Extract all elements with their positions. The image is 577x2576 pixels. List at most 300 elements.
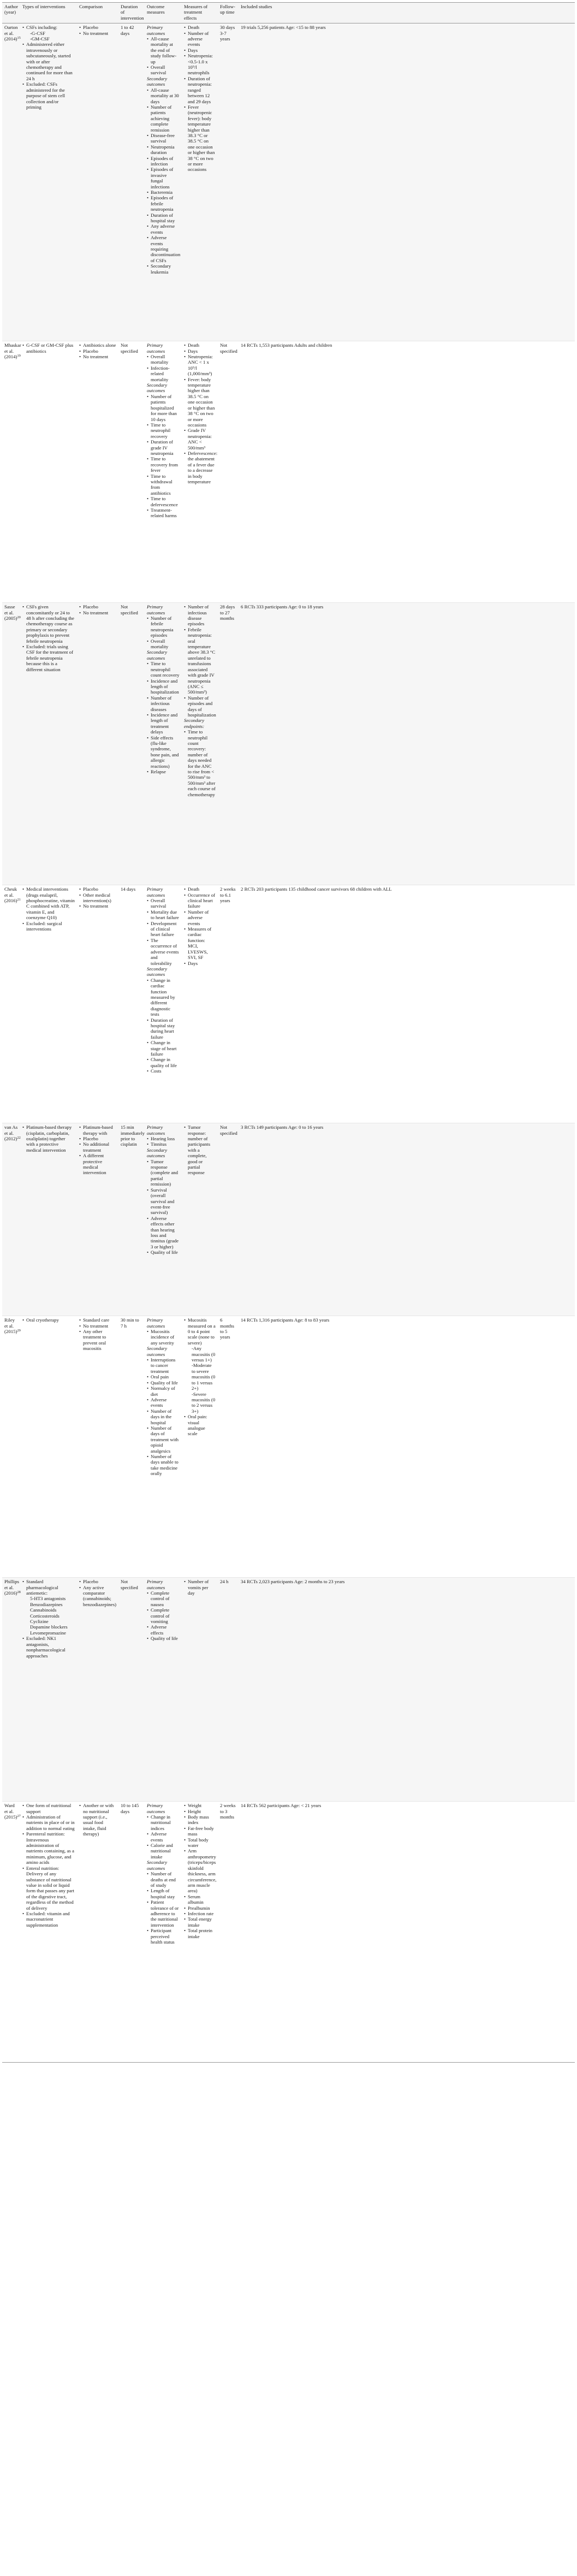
list-item: • Measures of cardiac function: MCI, LVESWS, SVI, SF (184, 926, 216, 960)
list-item: • Quality of life (147, 1249, 180, 1255)
list-item: • Duration of neutropenia: ranged between 12 and 29 days (184, 76, 216, 104)
table-row (2, 1578, 575, 1802)
cell-outcomes (145, 1123, 182, 1316)
cell-comparison-list (79, 1124, 116, 1176)
list-item: • Duration of hospital stay (147, 212, 180, 224)
cell-studies: 19 trials 5,256 patients Age: <15 to 88 years (241, 25, 326, 31)
list-item: • Episodes of febrile neutropenia (147, 195, 180, 212)
list-item: • Antibiotics alone (79, 342, 116, 348)
list-item: • No treatment (79, 1323, 116, 1329)
cell-duration: 10 to 145 days (121, 1803, 139, 1814)
list-item: • Episodes of invasive fungal infections (147, 167, 180, 190)
outcome-group-heading: Primary outcomes (147, 1579, 165, 1590)
outcome-group-heading: Primary outcomes (147, 25, 165, 36)
list-item: • Adverse events requiring discontinuation of CSFs (147, 235, 180, 263)
table-row (2, 341, 575, 603)
list-item: • No additional treatment (79, 1141, 116, 1153)
cell-interventions-list (22, 604, 75, 672)
list-subitem: Cyclizine (30, 1619, 49, 1625)
list-item: • Fat-free body mass (184, 1826, 216, 1837)
list-item: • Height (184, 1809, 216, 1814)
cell-outcomes-list (147, 25, 180, 275)
list-item: • Duration of grade IV neutropenia (147, 439, 180, 456)
list-item: • Number of adverse events (184, 31, 216, 48)
list-item: • Number of infectious disease episodes (184, 604, 216, 627)
cell-interventions (20, 1316, 77, 1578)
list-item: • A different protective medical intervention (79, 1153, 116, 1176)
list-item: • Placebo (79, 886, 116, 892)
list-subitem: Dopamine blockers (30, 1624, 68, 1630)
cell-measures-list (184, 1803, 216, 1939)
cell-duration: 1 to 42 days (121, 25, 134, 36)
list-item: • Platinum-based therapy with (79, 1124, 116, 1136)
list-item: • Disease-free survival (147, 133, 180, 144)
cell-author (2, 1578, 20, 1802)
list-item: • Complete control of nausea (147, 1590, 180, 1607)
author-text: Riley et al. (2015) (4, 1317, 17, 1335)
cell-comparison (77, 1316, 118, 1578)
cell-interventions (20, 885, 77, 1123)
list-item: • Body mass index (184, 1814, 216, 1826)
list-item: • Participant perceived health status (147, 1928, 180, 1945)
list-item: • Standard care (79, 1317, 116, 1323)
list-item: • Time to neutrophil recovery (147, 422, 180, 439)
reference-number: 19 (17, 354, 21, 358)
cell-comparison (77, 1123, 118, 1316)
cell-interventions-list (22, 886, 75, 932)
list-item: • Time to neutrophil count recovery (147, 661, 180, 678)
cell-measures (182, 885, 218, 1123)
author-text: Mhaskar et al. (2014) (4, 342, 21, 360)
author-text: Phillips et al. (2016) (4, 1579, 19, 1596)
list-item: • Quality of life (147, 1380, 180, 1385)
list-item: • Fever: body temperature higher than 38.5 °C on one occasion or higher than 38 °C on two or more occasions (184, 377, 216, 428)
cell-measures (182, 1316, 218, 1578)
list-item: • Side effects (flu-like syndrome, bone pain, and allergic reactions) (147, 735, 180, 769)
cell-followup: 6 months to 5 years (220, 1317, 234, 1340)
list-subitem: -G-CSF (30, 30, 45, 36)
list-item: • Adverse events (147, 1397, 180, 1408)
list-subitem: Cannabinoids (30, 1607, 57, 1613)
list-item: • Survival (overall survival and event-free survival) (147, 1187, 180, 1216)
list-item: • Number of patients achieving complete remission (147, 104, 180, 133)
header-duration: Duration of intervention (118, 3, 145, 23)
cell-outcomes (145, 341, 182, 603)
cell-followup: 28 days to 27 months (220, 604, 235, 621)
outcome-group-heading: Secondary outcomes (147, 382, 168, 394)
list-item: • Interruptions to cancer treatment (147, 1357, 180, 1374)
list-item: • Mortality due to heart failure (147, 909, 180, 921)
author-text: Cheuk et al. (2016) (4, 886, 17, 904)
list-item: • The occurrence of adverse events and tolerability (147, 938, 180, 966)
list-item: • Duration of hospital stay during heart failure (147, 1017, 180, 1040)
list-item: • Number of days of treatment with opioid analgesics (147, 1425, 180, 1454)
list-item: • Mucositis measured on a 0 to 4 point scale (none to severe) (184, 1317, 216, 1346)
list-item: • Development of clinical heart failure (147, 921, 180, 938)
list-item: • Death (184, 25, 216, 30)
cell-outcomes-list (147, 1803, 180, 1945)
cell-duration: 15 min immediately prior to cisplatin (121, 1124, 145, 1147)
cell-studies: 3 RCTs 149 participants Age: 0 to 16 years (241, 1124, 324, 1130)
list-item: • Death (184, 342, 216, 348)
author-text: Oarton et al. (2014) (4, 25, 18, 42)
cell-followup: 30 days 3-7 years (220, 25, 235, 42)
outcome-group-heading: Primary outcomes (147, 1124, 165, 1136)
cell-measures (182, 1123, 218, 1316)
cell-interventions-list (22, 1124, 75, 1153)
list-item: • Mucositis incidence of any severity (147, 1329, 180, 1346)
list-item: • Excluded: surgical interventions (22, 921, 75, 932)
list-item: • Administration of nutrients in place of or in addition to normal eating (22, 1814, 75, 1831)
cell-studies: 14 RCTs 1,553 participants Adults and children (241, 342, 332, 348)
list-subitem: Corticosteroids (30, 1613, 60, 1619)
list-item: • Time to defervescence (147, 496, 180, 507)
list-item: • Serum albumin (184, 1894, 216, 1905)
table-row (2, 1123, 575, 1316)
list-item: • Treatment-related harms (147, 507, 180, 519)
list-item: • Relapse (147, 769, 180, 774)
list-item: • Adverse events (147, 1831, 180, 1843)
cell-comparison-list (79, 886, 116, 909)
cell-comparison (77, 1578, 118, 1802)
list-item: • Oral pain: visual analogue scale (184, 1414, 216, 1437)
list-item: • Tumor response (complete and partial remission) (147, 1159, 180, 1187)
cell-studies: 34 RCTs 2,023 participants Age: 2 months to 23 years (241, 1579, 345, 1585)
cell-comparison-list (79, 25, 116, 36)
list-item: • Number of episodes and days of hospitalization (184, 695, 216, 718)
list-item: • Patient tolerance of or adherence to the nutritional intervention (147, 1899, 180, 1928)
list-item: • Excluded: trials using CSF for the treatment of febrile neutropenia because this is a different situation (22, 644, 75, 672)
cell-duration: Not specified (121, 604, 138, 615)
list-item: • Time to withdrawal from antibiotics (147, 473, 180, 496)
list-item: • Quality of life (147, 1636, 180, 1641)
cell-interventions-list (22, 342, 75, 354)
list-item: • Number of days in the hospital (147, 1408, 180, 1425)
list-item: • Total energy intake (184, 1916, 216, 1928)
cell-studies: 14 RCTs 1,316 participants Age: 8 to 83 years (241, 1317, 330, 1323)
cell-interventions (20, 1123, 77, 1316)
cell-author (2, 1802, 20, 2063)
cell-studies: 14 RCTs 562 participants Age: < 21 years (241, 1803, 322, 1809)
cell-author (2, 1316, 20, 1578)
list-item: • Number of vomits per day (184, 1579, 216, 1596)
list-item: • Costs (147, 1068, 180, 1074)
list-item: • Arm anthropometry (triceps/biceps skinfold thickness, arm circumference, arm muscle area) (184, 1848, 216, 1893)
author-text: van As et al. (2012) (4, 1124, 18, 1142)
cell-measures-list (184, 25, 216, 173)
reference-number: 28 (17, 1590, 21, 1595)
list-item: • Normalcy of diet (147, 1385, 180, 1397)
list-item: • Incidence and length of hospitalization (147, 678, 180, 695)
list-item: • CSFs given concomitantly or 24 to 48 h after concluding the chemotherapy course as primary or secondary prophylaxis to prevent febrile neutropenia (22, 604, 75, 644)
list-subitem: Benzodiazepines (30, 1601, 63, 1607)
reference-number: 21 (17, 898, 21, 902)
cell-interventions (20, 1802, 77, 2063)
list-item: • Calorie and nutritional intake (147, 1843, 180, 1860)
reference-number: 20 (17, 615, 21, 620)
list-item: • Weight (184, 1803, 216, 1808)
header-comparison: Comparison (77, 3, 118, 23)
outcome-group-heading: Primary outcomes (147, 604, 165, 615)
cell-outcomes-list (147, 342, 180, 519)
cell-outcomes (145, 1578, 182, 1802)
list-item: • G-CSF or GM-CSF plus antibiotics (22, 342, 75, 354)
list-item: • Overall survival (147, 64, 180, 76)
list-item: • Platinum-based therapy (cisplatin, carboplatin, oxaliplatin) together with a protective medical intervention (22, 1124, 75, 1153)
outcome-group-heading: Primary outcomes (147, 342, 165, 354)
list-item: • Number of deaths at end of study (147, 1871, 180, 1888)
cell-outcomes (145, 885, 182, 1123)
table-body (2, 23, 575, 2063)
list-item: • Administered either intravenously or subcutaneously, started with or after chemotherapy and continued for more than 24 h (22, 42, 75, 81)
list-item: • Change in stage of heart failure (147, 1040, 180, 1057)
list-subitem: -Moderate to severe mucositis (0 to 1 versus 2+) (192, 1363, 216, 1391)
cell-measures (182, 603, 218, 885)
cell-measures-list (184, 604, 216, 797)
list-item: • Neutropenia duration (147, 144, 180, 156)
table-row (2, 1316, 575, 1578)
header-measures: Measures of treatment effects (182, 3, 218, 23)
reference-number: 27 (17, 1814, 21, 1819)
list-item: • Total protein intake (184, 1928, 216, 1939)
list-item: • All-cause mortality at the end of study follow-up (147, 36, 180, 64)
header-studies: Included studies (239, 3, 575, 23)
cell-comparison (77, 23, 118, 341)
list-subitem: -GM-CSF (30, 36, 50, 42)
included-reviews-table (2, 2, 575, 2063)
list-item: • Standard pharmacological antiemetic: (22, 1579, 75, 1596)
cell-measures-list (184, 1579, 216, 1596)
list-item: • Hearing loss (147, 1136, 180, 1141)
cell-author (2, 603, 20, 885)
list-item: • Time to neutrophil count recovery: number of days needed for the ANC to rise from < 500/mm³ to 500/mm³ after each course of chemotherapy (184, 729, 216, 797)
outcome-group-heading: Secondary outcomes (147, 1346, 168, 1357)
cell-interventions (20, 23, 77, 341)
cell-comparison-list (79, 1317, 116, 1351)
reference-number: 29 (17, 1329, 21, 1333)
reference-number: 15 (17, 36, 21, 40)
outcome-group-heading: Secondary outcomes (147, 966, 168, 978)
list-item: • Number of febrile neutropenia episodes (147, 615, 180, 638)
list-item: • Fever (neutropenic fever): body temperature higher than 38.3 °C or 38.5 °C on one occasion or higher than 38 °C on two or more occasions (184, 104, 216, 173)
list-item: • Enteral nutrition: Delivery of any substance of nutritional value in solid or liquid form that passes any part of the digestive tract, regardless of the method of delivery (22, 1866, 75, 1911)
list-item: • Adverse effects (147, 1624, 180, 1636)
cell-duration: 30 min to 7 h (121, 1317, 139, 1329)
cell-followup: Not specified (220, 342, 237, 354)
review-characteristics-sheet (2, 2, 575, 2561)
outcome-group-heading: Secondary outcomes (147, 649, 168, 661)
list-item: • All-cause mortality at 30 days (147, 87, 180, 104)
list-item: • Number of patients hospitalized for more than 10 days (147, 394, 180, 422)
list-item: • Any adverse events (147, 223, 180, 235)
cell-author (2, 341, 20, 603)
cell-duration: Not specified (121, 1579, 138, 1590)
outcome-group-heading: Secondary outcomes (147, 1147, 168, 1159)
list-item: • Days (184, 348, 216, 354)
list-item: • Adverse effects other than hearing loss and tinnitus (grade 3 or higher) (147, 1216, 180, 1249)
cell-measures-list (184, 886, 216, 966)
list-subheading: Secondary endpoints: (184, 718, 205, 729)
list-item: • Excluded: NK1 antagonists, nonpharmacological approaches (22, 1636, 75, 1659)
list-subitem: -Any mucositis (0 versus 1+) (192, 1346, 216, 1363)
header-row (2, 3, 575, 23)
list-item: • Time to recovery from fever (147, 456, 180, 473)
cell-studies: 6 RCTs 333 participants Age: 0 to 18 years (241, 604, 324, 610)
list-item: • Febrile neutropenia: oral temperature above 38.3 °C unrelated to transfusions associated with grade IV neutropenia (ANC ≤ 500/mm³) (184, 627, 216, 695)
list-item: • Secondary leukemia (147, 263, 180, 275)
cell-outcomes (145, 23, 182, 341)
list-item: • Incidence and length of treatment delays (147, 712, 180, 735)
cell-followup: 2 weeks to 6.1 years (220, 886, 236, 904)
list-subitem: -Severe mucositis (0 to 2 versus 3+) (192, 1391, 216, 1414)
outcome-group-heading: Primary outcomes (147, 1317, 165, 1329)
cell-duration: 14 days (121, 886, 136, 892)
table-row (2, 885, 575, 1123)
cell-interventions-list (22, 25, 75, 110)
list-item: • Death (184, 886, 216, 892)
cell-author (2, 1123, 20, 1316)
list-item: • Episodes of infection (147, 156, 180, 167)
list-item: • Days (184, 48, 216, 53)
header-followup: Follow-up time (218, 3, 239, 23)
cell-outcomes-list (147, 1579, 180, 1641)
list-item: • Occurrence of clinical heart failure (184, 892, 216, 909)
table-row (2, 1802, 575, 2063)
cell-interventions (20, 603, 77, 885)
header-interventions: Types of interventions (20, 3, 77, 23)
cell-comparison-list (79, 342, 116, 359)
cell-interventions (20, 341, 77, 603)
list-item: • Placebo (79, 604, 116, 609)
list-item: • Tinnitus (147, 1141, 180, 1147)
list-item: • Neutropenia: ANC < 1 x 10⁹/l (1,000/mm³) (184, 354, 216, 377)
cell-interventions-list (22, 1579, 75, 1659)
outcome-group-heading: Secondary outcomes (147, 1860, 168, 1871)
cell-comparison-list (79, 604, 116, 615)
table-row (2, 603, 575, 885)
outcome-group-heading: Secondary outcomes (147, 75, 168, 87)
cell-interventions-list (22, 1317, 75, 1323)
list-item: • Neutropenia: <0.5-1.0 x 10⁹/l neutrophils (184, 53, 216, 76)
list-item: • One form of nutritional support (22, 1803, 75, 1814)
cell-measures-list (184, 1317, 216, 1437)
cell-measures (182, 1802, 218, 2063)
cell-outcomes (145, 1316, 182, 1578)
list-item: • No treatment (79, 903, 116, 909)
cell-outcomes-list (147, 886, 180, 1074)
list-item: • Placebo (79, 1136, 116, 1141)
list-item: • Other medical intervention(s) (79, 892, 116, 904)
header-outcomes: Outcome measures (145, 3, 182, 23)
cell-measures-list (184, 1124, 216, 1176)
list-item: • No treatment (79, 31, 116, 36)
cell-followup: Not specified (220, 1124, 237, 1136)
cell-studies: 2 RCTs 203 participants 135 childhood cancer survivors 68 children with ALL (241, 886, 392, 892)
list-subitem: Levomepromazine (30, 1630, 66, 1636)
cell-comparison-list (79, 1579, 116, 1607)
list-subitem: 5-HT3 antagonists (30, 1596, 66, 1602)
list-item: • Another or with no nutritional support (i.e., usual food intake, fluid therapy) (79, 1803, 116, 1837)
list-item: • Overall mortality (147, 638, 180, 650)
cell-comparison-list (79, 1803, 116, 1837)
cell-followup: 24 h (220, 1579, 229, 1585)
cell-duration: Not specified (121, 342, 138, 354)
author-text: Sasse et al. (2005) (4, 604, 17, 621)
list-item: • Placebo (79, 25, 116, 30)
list-item: • Oral cryotherapy (22, 1317, 75, 1323)
cell-outcomes-list (147, 1317, 180, 1476)
cell-outcomes-list (147, 1124, 180, 1255)
list-item: • Total body water (184, 1837, 216, 1849)
list-item: • Oral pain (147, 1374, 180, 1379)
list-item: • Parenteral nutrition: Intravenous administration of nutrients containing, as a minimum, glucose, and amino acids (22, 1831, 75, 1865)
cell-author (2, 885, 20, 1123)
list-item: • No treatment (79, 354, 116, 359)
cell-comparison (77, 603, 118, 885)
cell-measures (182, 23, 218, 341)
list-item: • Any other treatment to prevent oral mucositis (79, 1329, 116, 1352)
list-item: • Infection rate (184, 1911, 216, 1916)
header-author: Author (year) (2, 3, 20, 23)
list-item: • Number of adverse events (184, 909, 216, 926)
list-item: • Number of infectious diseases (147, 695, 180, 712)
cell-outcomes-list (147, 604, 180, 774)
list-item: • Prealbumin (184, 1905, 216, 1911)
list-item: • Tumor response: number of participants with a complete, good or partial response (184, 1124, 216, 1176)
list-item: • Length of hospital stay (147, 1888, 180, 1899)
list-item: • Infection-related mortality (147, 365, 180, 382)
cell-interventions-list (22, 1803, 75, 1928)
list-item: • Change in quality of life (147, 1057, 180, 1068)
cell-measures-list (184, 342, 216, 484)
list-item: • Excluded: vitamin and macronutrient supplementation (22, 1911, 75, 1928)
cell-comparison (77, 885, 118, 1123)
reference-number: 22 (17, 1136, 21, 1140)
outcome-group-heading: Primary outcomes (147, 886, 165, 898)
list-item: • No treatment (79, 610, 116, 615)
cell-comparison (77, 341, 118, 603)
list-item: • Overall survival (147, 898, 180, 909)
list-item: • Defervescence: the abatement of a fever due to a decrease in body temperature (184, 451, 216, 484)
list-item: • Medical interventions (drugs enalapril, phosphocreatine, vitamin C combined with ATP, vitamin E, and coenzyme Q10) (22, 886, 75, 920)
cell-measures (182, 341, 218, 603)
author-text: Ward et al. (2015) (4, 1803, 17, 1820)
list-item: • Placebo (79, 348, 116, 354)
list-item: • Complete control of vomiting (147, 1607, 180, 1624)
cell-outcomes (145, 603, 182, 885)
list-item: • Change in nutritional indices (147, 1814, 180, 1831)
cell-measures (182, 1578, 218, 1802)
cell-interventions (20, 1578, 77, 1802)
list-item: • Placebo (79, 1579, 116, 1584)
cell-author (2, 23, 20, 341)
list-item: • Excluded: CSFs administered for the purpose of stem cell collection and/or priming (22, 81, 75, 110)
list-item: • Change in cardiac function measured by different diagnostic tests (147, 978, 180, 1017)
list-item: • Number of days unable to take medicine orally (147, 1454, 180, 1477)
list-item: • Overall mortality (147, 354, 180, 365)
list-item: • Days (184, 961, 216, 966)
cell-followup: 2 weeks to 3 months (220, 1803, 236, 1820)
list-item: • Grade IV neutropenia: ANC < 500/mm³ (184, 428, 216, 451)
list-item: • CSFs including: (22, 25, 75, 30)
table-header (2, 3, 575, 23)
outcome-group-heading: Primary outcomes (147, 1803, 165, 1814)
list-item: • Bacteremia (147, 190, 180, 195)
table-row (2, 23, 575, 341)
cell-comparison (77, 1802, 118, 2063)
list-item: • Any active comparator (cannabinoids; benzodiazepines) (79, 1585, 116, 1608)
cell-outcomes (145, 1802, 182, 2063)
